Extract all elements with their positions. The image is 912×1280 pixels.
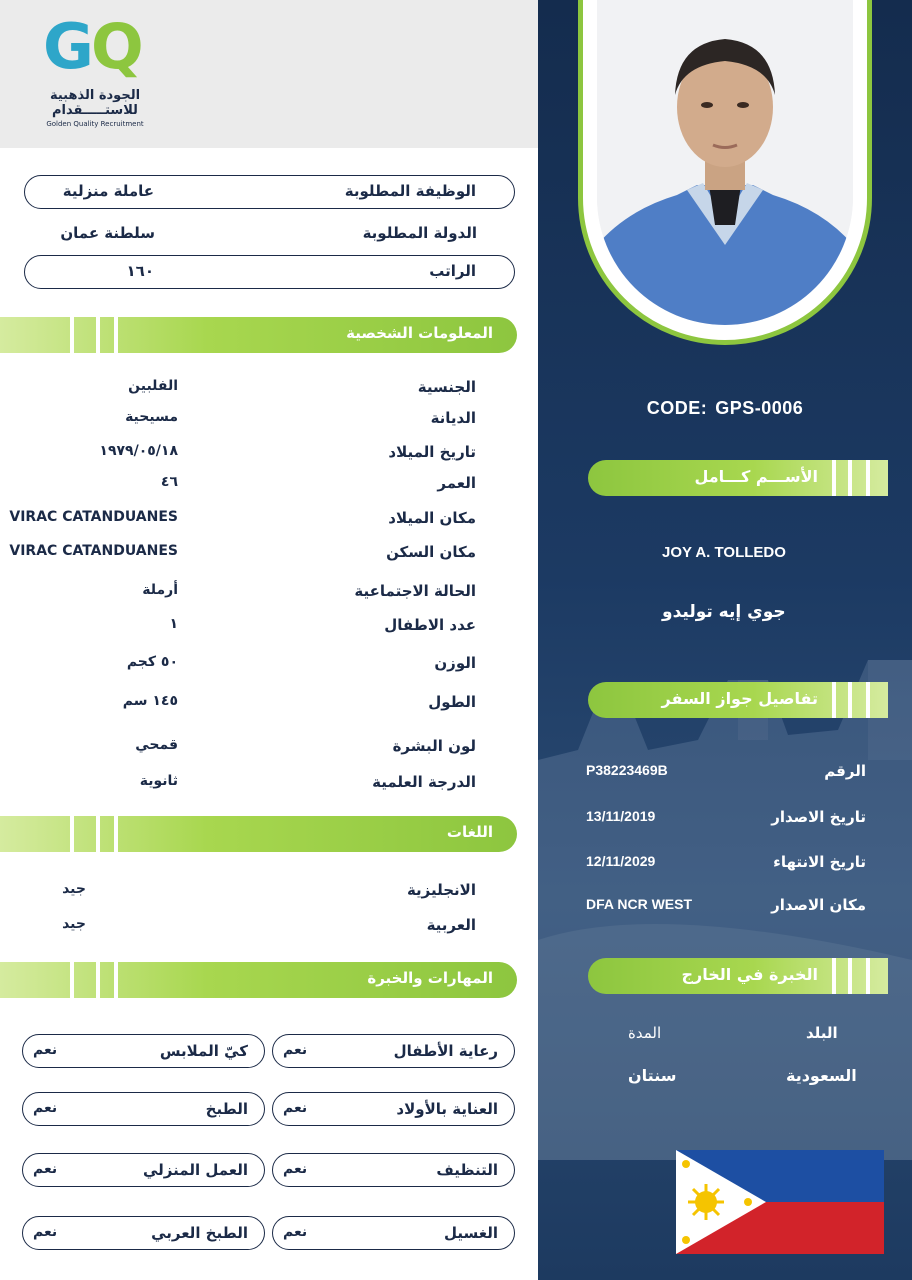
logo-arabic-line2: للاستـــــقدام xyxy=(52,103,138,118)
info-row-education: الدرجة العلمية ثانوية xyxy=(139,773,476,791)
info-row-skin-color: لون البشرة قمحي xyxy=(135,737,476,755)
full-name-header: الأســـم كـــامل xyxy=(588,460,888,496)
info-row-age: العمر ٤٦ xyxy=(160,474,476,492)
decor-stripes xyxy=(818,682,888,718)
info-row-weight: الوزن ٥٠ كجم xyxy=(126,654,476,672)
candidate-code: CODE: GPS-0006 xyxy=(646,398,804,418)
skill-laundry: الغسيل نعم xyxy=(272,1216,515,1250)
info-row-religion: الديانة مسيحية xyxy=(125,409,476,427)
passport-header: تفاصيل جواز السفر xyxy=(588,682,888,718)
info-row-residence: مكان السكن VIRAC CATANDUANES xyxy=(9,543,476,561)
experience-header: الخبرة في الخارج xyxy=(588,958,888,994)
info-row-nationality: الجنسية الفلبين xyxy=(128,378,476,396)
personal-info-header: المعلومات الشخصية xyxy=(0,317,517,353)
logo-english: Golden Quality Recruitment xyxy=(46,120,144,128)
language-row-english: الانجليزية جيد xyxy=(62,881,476,899)
profile-panel xyxy=(538,0,912,1280)
portrait-illustration xyxy=(597,0,853,325)
experience-duration-value: سنتان xyxy=(628,1066,677,1085)
gq-logo-mark: G Q xyxy=(43,10,144,83)
info-row-marital-status: الحالة الاجتماعية أرملة xyxy=(142,582,476,600)
skill-childcare: رعاية الأطفال نعم xyxy=(272,1034,515,1068)
decor-stripes xyxy=(70,317,130,353)
skill-ironing: كيّ الملابس نعم xyxy=(22,1034,265,1068)
passport-issue-date-row: تاريخ الاصدار 13/11/2019 xyxy=(586,808,866,826)
experience-country-header: البلد xyxy=(806,1024,838,1042)
skill-housework: العمل المنزلي نعم xyxy=(22,1153,265,1187)
job-country-row: الدولة المطلوبة سلطنة عمان xyxy=(60,224,477,242)
experience-country-value: السعودية xyxy=(786,1066,857,1085)
candidate-photo xyxy=(597,0,853,325)
logo-band xyxy=(0,0,538,148)
philippines-flag-icon xyxy=(676,1150,884,1254)
company-logo xyxy=(30,12,160,140)
name-arabic: جوي إيه توليدو xyxy=(662,602,786,622)
experience-duration-header: المدة xyxy=(628,1024,662,1042)
skill-kids-care: العناية بالأولاد نعم xyxy=(272,1092,515,1126)
salary-row: الراتب ١٦٠ xyxy=(24,255,515,289)
decor-stripes xyxy=(818,460,888,496)
logo-arabic-line1: الجودة الذهبية xyxy=(49,88,141,103)
decor-stripes xyxy=(818,958,888,994)
passport-expiry-date-row: تاريخ الانتهاء 12/11/2029 xyxy=(586,853,866,871)
info-row-height: الطول ١٤٥ سم xyxy=(122,693,476,711)
info-row-children: عدد الاطفال ١ xyxy=(169,616,476,634)
skill-arabic-cooking: الطبخ العربي نعم xyxy=(22,1216,265,1250)
languages-header: اللغات xyxy=(0,816,517,852)
candidate-photo-frame xyxy=(578,0,872,345)
passport-number-row: الرقم P38223469B xyxy=(586,762,866,780)
skill-cooking: الطبخ نعم xyxy=(22,1092,265,1126)
language-row-arabic: العربية جيد xyxy=(62,916,476,934)
skills-header: المهارات والخبرة xyxy=(0,962,517,998)
skill-cleaning: التنظيف نعم xyxy=(272,1153,515,1187)
decor-stripes xyxy=(70,816,130,852)
passport-issue-place-row: مكان الاصدار DFA NCR WEST xyxy=(586,896,866,914)
name-english: JOY A. TOLLEDO xyxy=(662,544,786,561)
job-position-row: الوظيفة المطلوبة عاملة منزلية xyxy=(24,175,515,209)
decor-stripes xyxy=(70,962,130,998)
info-row-birthdate: تاريخ الميلاد ١٩٧٩/٠٥/١٨ xyxy=(99,443,476,461)
info-row-birthplace: مكان الميلاد VIRAC CATANDUANES xyxy=(9,509,476,527)
